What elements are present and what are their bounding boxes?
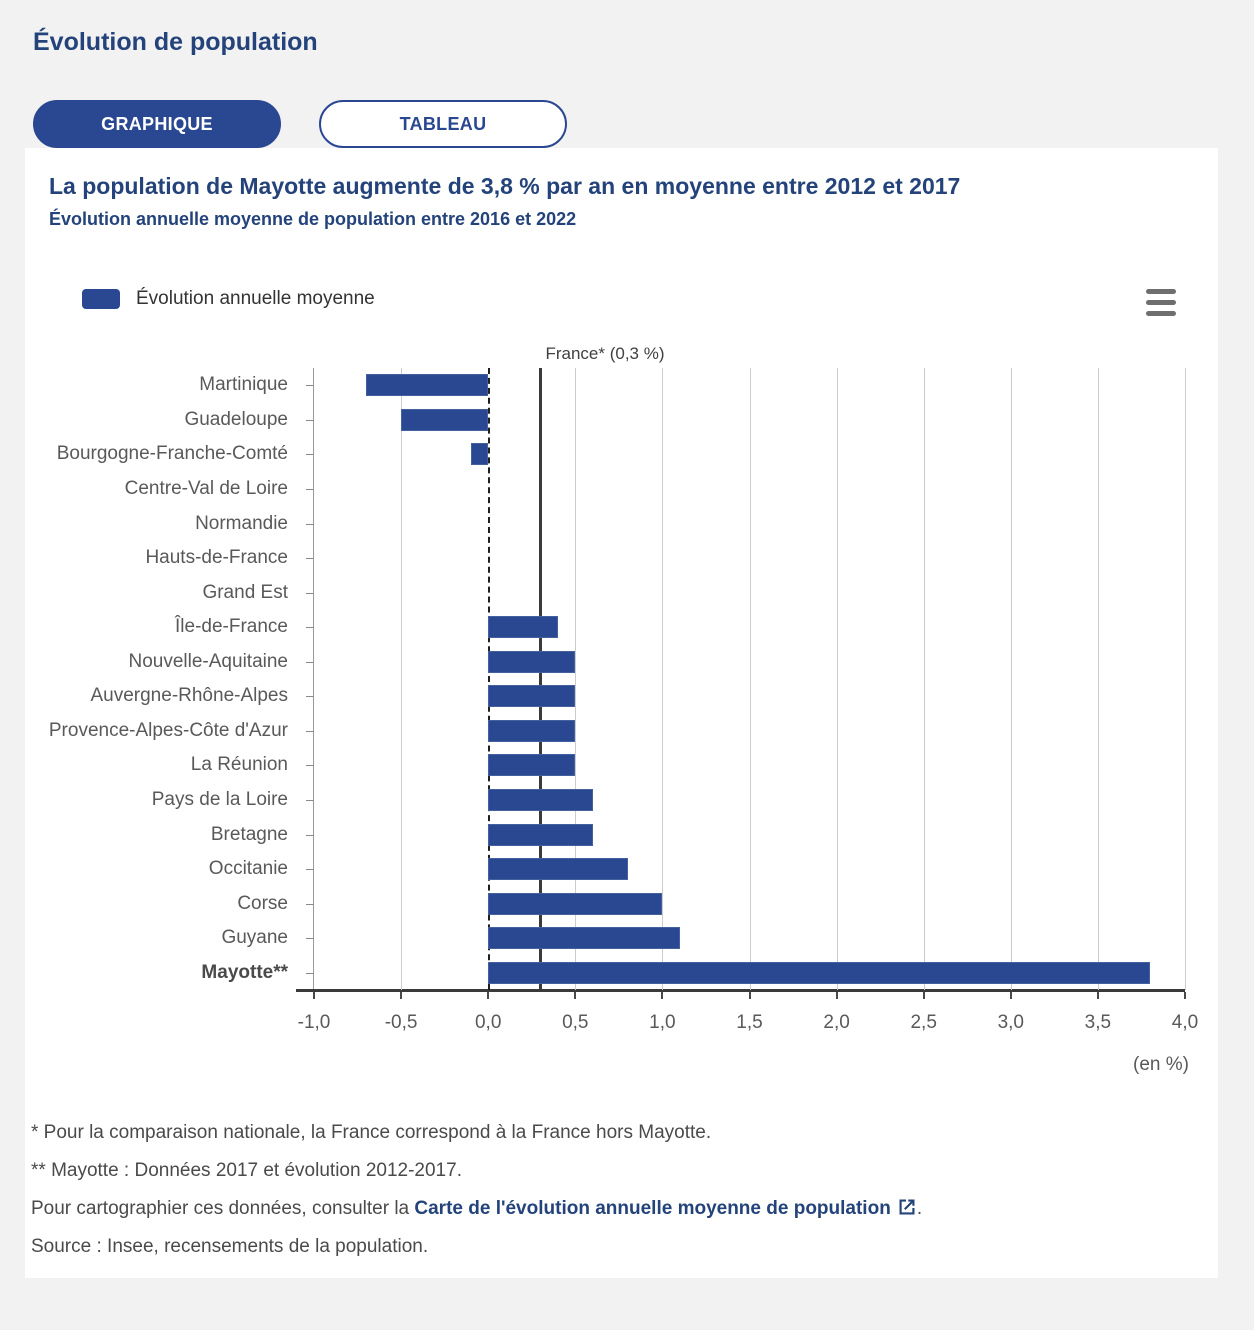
x-axis-tick [1097, 992, 1099, 999]
y-axis-tick [306, 385, 314, 386]
y-axis-label: Bourgogne-Franche-Comté [56, 443, 288, 465]
chart-subtitle: Évolution annuelle moyenne de population entre 2016 et 2022 [49, 209, 577, 229]
bar[interactable] [488, 616, 558, 638]
gridline [750, 368, 751, 990]
y-axis-labels [25, 368, 301, 990]
y-axis-tick [306, 627, 314, 628]
plot-area [297, 344, 1199, 1075]
x-axis-tick [923, 992, 925, 999]
x-axis-tick [574, 992, 576, 999]
y-axis-label: Corse [237, 892, 288, 914]
chart-panel [25, 148, 1218, 1278]
page-title: Évolution de population [33, 28, 318, 56]
y-axis-label: Auvergne-Rhône-Alpes [90, 685, 288, 707]
y-axis-label: La Réunion [190, 754, 288, 776]
legend-swatch [82, 289, 120, 309]
y-axis-tick [306, 558, 314, 559]
footnote-national: * Pour la comparaison nationale, la France correspond à la France hors Mayotte. [31, 1122, 712, 1143]
chart-title: La population de Mayotte augmente de 3,8 % par an en moyenne entre 2012 et 2017 [49, 173, 961, 199]
y-axis-label: Hauts-de-France [145, 547, 288, 569]
y-axis-tick [306, 593, 314, 594]
y-axis-tick [306, 765, 314, 766]
y-axis-label: Guyane [221, 927, 288, 949]
y-axis-tick [306, 420, 314, 421]
gridline [1185, 368, 1186, 990]
footnotes [25, 1114, 1218, 1272]
bar[interactable] [488, 927, 680, 949]
bar-chart [25, 332, 1218, 1100]
y-axis-label: Martinique [199, 374, 288, 396]
y-axis-label: Normandie [195, 512, 288, 534]
x-axis-tick [313, 992, 315, 999]
bar[interactable] [488, 962, 1150, 984]
reference-line-label: France* (0,3 %) [545, 344, 665, 363]
y-axis-label: Grand Est [202, 581, 288, 603]
x-axis-tick [749, 992, 751, 999]
y-axis-tick [306, 869, 314, 870]
y-axis-label: Occitanie [208, 858, 288, 880]
y-axis-label: Île-de-France [175, 616, 288, 638]
tab-tableau[interactable]: TABLEAU [319, 100, 567, 148]
x-axis-tick-label: 2,5 [910, 1012, 937, 1033]
y-axis-tick [306, 454, 314, 455]
footnote-mayotte: ** Mayotte : Données 2017 et évolution 2012-2017. [31, 1160, 462, 1181]
x-axis-tick-label: 0,5 [562, 1012, 589, 1033]
x-axis-tick-label: 3,5 [1084, 1012, 1112, 1033]
bar[interactable] [488, 685, 575, 707]
bar[interactable] [366, 374, 488, 396]
x-axis-tick [400, 992, 402, 999]
gridline [837, 368, 838, 990]
footnote-map-suffix: . [916, 1198, 923, 1219]
chart-menu-icon[interactable] [1146, 289, 1176, 316]
gridline [401, 368, 402, 990]
x-axis-tick [1010, 992, 1012, 999]
y-axis-label: Mayotte** [201, 961, 288, 983]
y-axis-tick [306, 731, 314, 732]
bar[interactable] [488, 651, 575, 673]
x-axis-tick-label: 2,0 [823, 1012, 850, 1033]
bar[interactable] [488, 754, 575, 776]
x-axis-tick-label: 0,0 [474, 1012, 502, 1033]
gridline [1011, 368, 1012, 990]
legend [82, 288, 1218, 316]
footnote-map [31, 1190, 1198, 1228]
y-axis-tick [306, 662, 314, 663]
y-axis-label: Provence-Alpes-Côte d'Azur [48, 719, 288, 741]
y-axis-label: Pays de la Loire [151, 788, 288, 810]
x-axis-unit-label: (en %) [1133, 1054, 1189, 1075]
y-axis-tick [306, 800, 314, 801]
y-axis-tick [306, 835, 314, 836]
x-axis-tick [661, 992, 663, 999]
y-axis-tick [306, 904, 314, 905]
x-axis-tick-label: 3,0 [997, 1012, 1024, 1033]
bar[interactable] [488, 720, 575, 742]
x-axis-tick [1184, 992, 1186, 999]
external-link-icon [897, 1197, 917, 1217]
bar[interactable] [488, 824, 593, 846]
x-axis-tick-label: 1,5 [736, 1012, 763, 1033]
map-link[interactable]: Carte de l'évolution annuelle moyenne de population [414, 1198, 891, 1219]
bar[interactable] [488, 858, 627, 880]
gridline [1098, 368, 1099, 990]
bar[interactable] [401, 409, 488, 431]
gridline [662, 368, 663, 990]
bar[interactable] [471, 443, 488, 465]
y-axis-tick [306, 973, 314, 974]
x-axis-tick-label: -1,0 [297, 1012, 331, 1033]
footnote-source: Source : Insee, recensements de la population. [31, 1236, 429, 1257]
y-axis-label: Bretagne [210, 823, 288, 845]
y-axis-label: Guadeloupe [184, 408, 288, 430]
gridline [924, 368, 925, 990]
x-axis-tick-label: 4,0 [1171, 1012, 1199, 1033]
y-axis-tick [306, 489, 314, 490]
bar[interactable] [488, 893, 662, 915]
x-axis-tick-label: -0,5 [384, 1012, 418, 1033]
x-axis-tick-label: 1,0 [649, 1012, 676, 1033]
footnote-map-prefix: Pour cartographier ces données, consulter la [31, 1198, 415, 1219]
tab-graphique[interactable]: GRAPHIQUE [33, 100, 281, 148]
x-axis-tick [487, 992, 489, 999]
y-axis-label: Centre-Val de Loire [124, 477, 288, 499]
y-axis-tick [306, 524, 314, 525]
x-axis-tick [836, 992, 838, 999]
view-switcher [33, 100, 1254, 148]
y-axis-tick [306, 938, 314, 939]
y-axis-tick [306, 696, 314, 697]
y-axis-label: Nouvelle-Aquitaine [128, 650, 288, 672]
x-axis-line [296, 989, 1185, 992]
bar[interactable] [488, 789, 593, 811]
legend-label: Évolution annuelle moyenne [136, 288, 375, 309]
